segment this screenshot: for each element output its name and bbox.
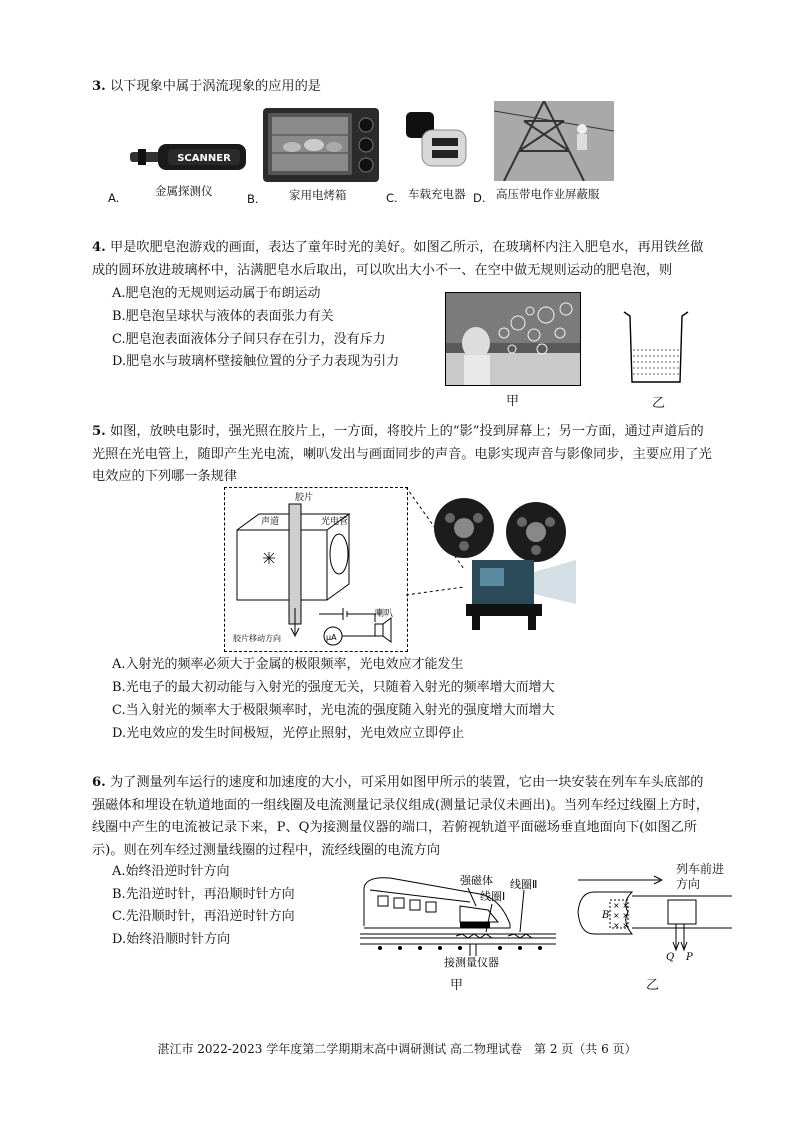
- q4-option-a: A.肥皂泡的无规则运动属于布朗运动: [112, 286, 321, 301]
- q4-option-d: D.肥皂水与玻璃杯壁接触位置的分子力表现为引力: [112, 354, 400, 369]
- q3-stem: [92, 76, 720, 99]
- train-coil-diagram: [360, 866, 556, 972]
- label-train-direction: 列车前进方向: [676, 862, 725, 891]
- q5-stem: [92, 421, 714, 489]
- car-charger-image: [402, 108, 472, 172]
- q3-caption-b: 家用电烤箱: [289, 188, 347, 202]
- q6-stem: [92, 772, 716, 862]
- q6-stem-text: 为了测量列车运行的速度和加速度的大小，可采用如图甲所示的装置，它由一块安装在列车车头底部的强磁体和埋设在轨道地面的一组线圈及电流测量记录仪组成(测量记录仪未画出)。当列车经过线圈上方时，线圈中产生的电流被记录下来，P、Q为接测量仪器的端口，若俯视轨道平面磁场垂直地面向下(如图乙所示)。则在列车经过测量线圈的过程中，流经线圈的电流方向: [92, 775, 709, 858]
- phototube-diagram: [224, 487, 408, 652]
- detector-brand: SCANNER: [177, 153, 231, 164]
- q6-option-c: C.先沿顺时针，再沿逆时针方向: [112, 909, 295, 924]
- q5-number: 5.: [92, 424, 106, 439]
- q3-caption-c: 车载充电器: [408, 187, 466, 201]
- label-speaker: 喇叭: [375, 609, 394, 619]
- label-instrument: 接测量仪器: [444, 956, 499, 969]
- q4-option-b: B.肥皂泡呈球状与液体的表面张力有关: [112, 309, 334, 324]
- q5-option-c: C.当入射光的频率大于极限频率时，光电流的强度随入射光的强度增大而增大: [112, 703, 555, 718]
- q4-stem-text: 甲是吹肥皂泡游戏的画面，表达了童年时光的美好。如图乙所示，在玻璃杯内注入肥皂水，再用铁丝做成的圆环放进玻璃杯中，沾满肥皂水后取出，可以吹出大小不一、在空中做无规则运动的肥皂泡，则: [92, 240, 704, 278]
- q3-number: 3.: [92, 79, 106, 94]
- q6-option-a: A.始终沿逆时针方向: [112, 864, 230, 879]
- q4-option-c: C.肥皂泡表面液体分子间只存在引力，没有斥力: [112, 332, 386, 347]
- svg-text:× ×: × ×: [613, 911, 629, 920]
- q3-caption-a: 金属探测仪: [155, 184, 213, 198]
- q3-caption-d: 高压带电作业屏蔽服: [496, 187, 600, 201]
- q4-number: 4.: [92, 240, 106, 255]
- q3-letter-a: A.: [108, 191, 120, 205]
- beaker-diagram: [618, 306, 692, 386]
- oven-image: [262, 107, 380, 183]
- label-p-port: P: [686, 952, 693, 962]
- bubble-photo: [445, 292, 581, 386]
- label-b-field: B: [602, 910, 610, 921]
- label-magnet: 强磁体: [460, 874, 493, 887]
- q6-option-b: B.先沿逆时针，再沿顺时针方向: [112, 887, 295, 902]
- metal-detector-image: [128, 140, 248, 174]
- q3-letter-b: B.: [247, 192, 259, 206]
- q4-stem: [92, 237, 712, 282]
- label-coil2: 线圈Ⅱ: [510, 878, 538, 891]
- label-meter: μA: [326, 633, 337, 642]
- q4-fig-label-yi: 乙: [652, 396, 666, 411]
- q5-option-a: A.入射光的频率必须大于金属的极限频率，光电效应才能发生: [112, 657, 464, 672]
- label-film: 胶片: [295, 493, 314, 503]
- q6-fig-label-yi: 乙: [646, 978, 660, 993]
- svg-text:× ×: × ×: [613, 921, 629, 930]
- label-coil1: 线圈Ⅰ: [480, 890, 506, 903]
- q5-option-d: D.光电效应的发生时间极短，光停止照射，光电效应立即停止: [112, 726, 465, 741]
- svg-text:× ×: × ×: [613, 901, 629, 910]
- label-q-port: Q: [666, 952, 675, 962]
- high-voltage-work-image: [494, 101, 614, 181]
- projector-image: [426, 494, 596, 630]
- label-film-direction: 胶片移动方向: [233, 634, 281, 643]
- q6-option-d: D.始终沿顺时针方向: [112, 932, 231, 947]
- q4-fig-label-jia: 甲: [506, 394, 520, 409]
- q6-fig-label-jia: 甲: [450, 978, 464, 993]
- q5-option-b: B.光电子的最大初动能与入射光的强度无关，只随着入射光的频率增大而增大: [112, 680, 555, 695]
- q5-stem-text: 如图，放映电影时，强光照在胶片上，一方面，将胶片上的“影”投到屏幕上；另一方面，通过声道后的光照在光电管上，随即产生光电流，喇叭发出与画面同步的声音。电影实现声音与影像同步，主要应用了光电效应的下列哪一条规律: [92, 424, 712, 484]
- page-footer: 湛江市 2022-2023 学年度第二学期期末高中调研测试 高二物理试卷 第 2 页（共 6 页）: [157, 1042, 637, 1056]
- q3-stem-text: 以下现象中属于涡流现象的应用的是: [109, 79, 321, 94]
- q3-letter-d: D.: [473, 191, 486, 205]
- label-track: 声道: [261, 517, 280, 527]
- label-phototube: 光电管: [321, 517, 349, 527]
- q6-number: 6.: [92, 775, 106, 790]
- q3-letter-c: C.: [386, 191, 398, 205]
